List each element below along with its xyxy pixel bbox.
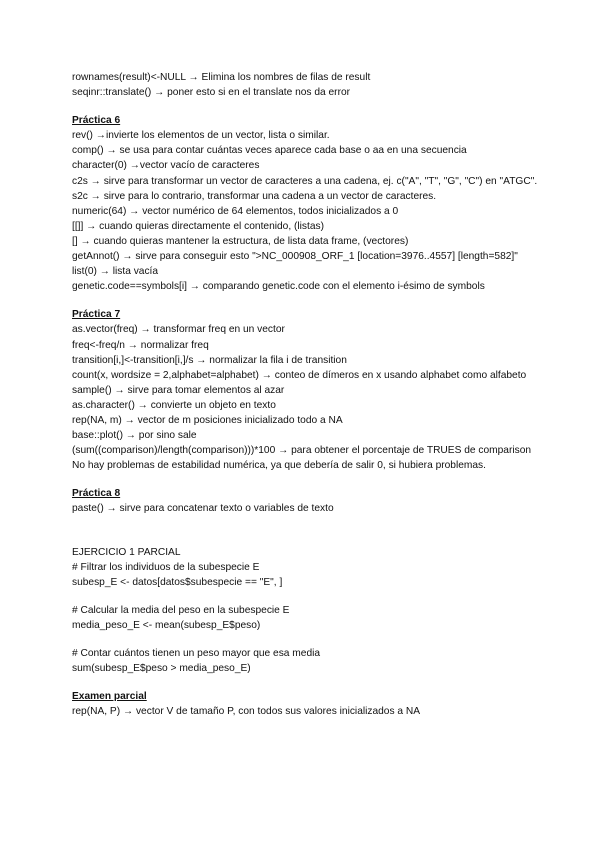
note-line: [] → cuando quieras mantener la estructura, de lista data frame, (vectores) — [72, 235, 409, 247]
note-line: c2s → sirve para transformar un vector de caracteres a una cadena, ej. c("A", "T", "G", "C") en "ATGC". — [72, 175, 538, 187]
spacer — [72, 517, 572, 545]
note-line: s2c → sirve para lo contrario, transformar una cadena a un vector de caracteres. — [72, 190, 437, 202]
code-line: subesp_E <- datos[datos$subespecie == "E", ] — [72, 576, 283, 588]
note-line: rev() →invierte los elementos de un vector, lista o similar. — [72, 130, 330, 142]
note-line: getAnnot() → sirve para conseguir esto ">NC_000908_ORF_1 [location=3976..4557] [length=582]" — [72, 251, 518, 263]
note-line: [[]] → cuando quieras directamente el contenido, (listas) — [72, 220, 324, 232]
intro-line: rownames(result)<-NULL → Elimina los nombres de filas de result — [72, 72, 371, 83]
spacer — [72, 590, 572, 603]
note-line: base::plot() → por sino sale — [72, 430, 197, 442]
note-line: count(x, wordsize = 2,alphabet=alphabet) → conteo de dímeros en x usando alphabet como alfabeto — [72, 369, 527, 381]
note-line: (sum((comparison)/length(comparison)))*100 → para obtener el porcentaje de TRUES de comparison — [72, 445, 532, 457]
note-line: numeric(64) → vector numérico de 64 elementos, todos inicializados a 0 — [72, 205, 399, 217]
note-line: transition[i,]<-transition[i,]/s → normalizar la fila i de transition — [72, 354, 347, 366]
note-line: rep(NA, P) → vector V de tamaño P, con todos sus valores inicializados a NA — [72, 706, 421, 718]
section-heading-examen-parcial: Examen parcial — [72, 691, 147, 703]
note-line: sample() → sirve para tomar elementos al azar — [72, 384, 285, 396]
note-line: character(0) →vector vacío de caracteres — [72, 160, 260, 172]
intro-line: seqinr::translate() → poner esto si en el translate nos da error — [72, 87, 351, 99]
code-comment: # Filtrar los individuos de la subespecie E — [72, 561, 260, 573]
document-page — [72, 70, 572, 719]
code-comment: # Calcular la media del peso en la subespecie E — [72, 604, 290, 616]
section-heading-practica-7: Práctica 7 — [72, 309, 121, 321]
note-line: paste() → sirve para concatenar texto o variables de texto — [72, 503, 334, 515]
code-line: sum(subesp_E$peso > media_peso_E) — [72, 663, 251, 675]
code-comment: # Contar cuántos tienen un peso mayor que esa media — [72, 648, 321, 659]
note-line: as.character() → convierte un objeto en texto — [72, 399, 276, 411]
note-line: genetic.code==symbols[i] → comparando genetic.code con el elemento i-ésimo de symbols — [72, 281, 485, 293]
note-line: freq<-freq/n → normalizar freq — [72, 339, 209, 351]
note-line: No hay problemas de estabilidad numérica, ya que debería de salir 0, si hubiera problemas. — [72, 460, 486, 472]
note-line: as.vector(freq) → transformar freq en un vector — [72, 324, 285, 336]
note-line: list(0) → lista vacía — [72, 266, 159, 278]
spacer — [72, 473, 572, 486]
exercise-title: EJERCICIO 1 PARCIAL — [72, 546, 181, 558]
section-heading-practica-6: Práctica 6 — [72, 115, 121, 127]
code-line: media_peso_E <- mean(subesp_E$peso) — [72, 619, 261, 631]
spacer — [72, 100, 572, 113]
spacer — [72, 676, 572, 689]
spacer — [72, 294, 572, 307]
note-line: comp() → se usa para contar cuántas veces aparece cada base o aa en una secuencia — [72, 145, 467, 157]
spacer — [72, 633, 572, 646]
section-heading-practica-8: Práctica 8 — [72, 488, 121, 500]
note-line: rep(NA, m) → vector de m posiciones inicializado todo a NA — [72, 414, 343, 426]
